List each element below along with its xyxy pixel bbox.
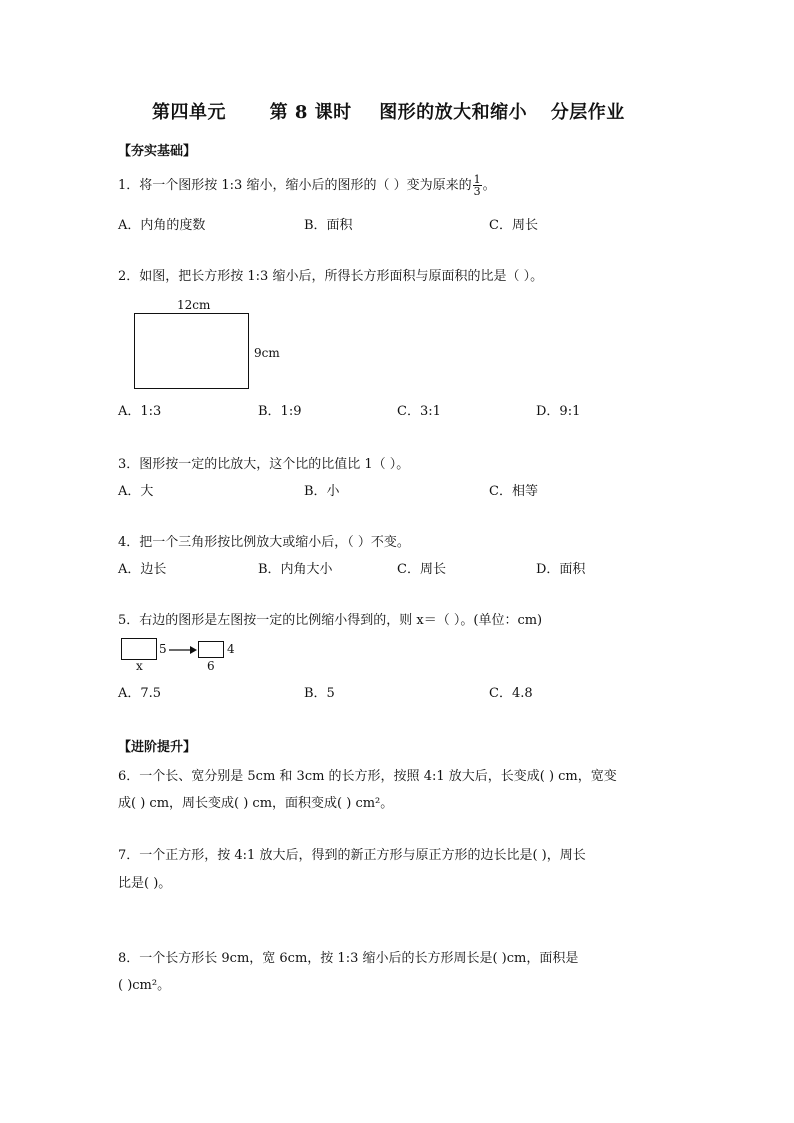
q5-left-rectangle [121,638,157,660]
question-1-text: 1．将一个图形按 1:3 缩小，缩小后的图形的（ ）变为原来的 [118,178,472,193]
section-advanced-heading: 【进阶提升】 [118,740,197,755]
q2-option-d[interactable]: D．9:1 [536,404,581,419]
q3-option-a[interactable]: A．大 [118,484,154,499]
q5-right-rectangle [198,641,224,658]
title-kind: 分层作业 [550,102,625,123]
q4-option-b[interactable]: B．内角大小 [258,562,333,577]
question-8-line-1: 8．一个长方形长 9cm，宽 6cm，按 1:3 缩小后的长方形周长是( )cm，面积是 [118,951,579,966]
q3-option-b[interactable]: B．小 [304,484,340,499]
q5-left-side-label: 5 [159,642,167,656]
q5-right-bottom-label: 6 [207,659,215,673]
question-6-line-1: 6．一个长、宽分别是 5cm 和 3cm 的长方形，按照 4:1 放大后，长变成( ) cm，宽变 [118,769,617,784]
q2-option-c[interactable]: C．3:1 [397,404,441,419]
q4-option-c[interactable]: C．周长 [397,562,446,577]
q5-right-side-label: 4 [227,642,235,656]
question-1-tail: 。 [482,178,496,193]
fraction-denominator: 3 [473,185,481,198]
question-5-text: 5．右边的图形是左图按一定的比例缩小得到的，则 x＝（ ）。(单位：cm) [118,613,543,628]
fraction-one-third [473,174,482,197]
question-2-text: 2．如图，把长方形按 1:3 缩小后，所得长方形面积与原面积的比是（ ）。 [118,269,544,284]
arrow-right-icon [169,645,197,655]
question-4-text: 4．把一个三角形按比例放大或缩小后，（ ）不变。 [118,535,410,550]
title-topic: 图形的放大和缩小 [379,102,528,123]
question-7-line-2: 比是( )。 [118,876,172,891]
page-title [152,98,625,124]
question-3-text: 3．图形按一定的比放大，这个比的比值比 1（ ）。 [118,457,410,472]
q5-option-a[interactable]: A．7.5 [118,686,162,701]
q5-option-c[interactable]: C．4.8 [489,686,533,701]
rect-width-label: 12cm [177,298,211,312]
q5-option-b[interactable]: B．5 [304,686,335,701]
q1-option-a[interactable]: A．内角的度数 [118,218,206,233]
rectangle-figure [134,313,249,389]
q1-option-b[interactable]: B．面积 [304,218,353,233]
question-8-line-2: ( )cm²。 [118,978,171,993]
section-basic-heading: 【夯实基础】 [118,144,197,159]
q2-option-b[interactable]: B．1:9 [258,404,302,419]
q3-option-c[interactable]: C．相等 [489,484,538,499]
title-unit: 第四单元 [152,102,226,123]
q5-left-bottom-label: x [136,659,143,673]
question-7-line-1: 7．一个正方形，按 4:1 放大后，得到的新正方形与原正方形的边长比是( )，周长 [118,848,586,863]
question-6-line-2: 成( ) cm，周长变成( ) cm，面积变成( ) cm²。 [118,796,394,811]
fraction-numerator: 1 [473,173,481,186]
q4-option-a[interactable]: A．边长 [118,562,167,577]
question-1 [118,174,496,197]
q4-option-d[interactable]: D．面积 [536,562,586,577]
title-lesson: 第 8 课时 [269,102,352,123]
rect-height-label: 9cm [254,346,280,360]
q2-option-a[interactable]: A．1:3 [118,404,162,419]
q1-option-c[interactable]: C．周长 [489,218,538,233]
